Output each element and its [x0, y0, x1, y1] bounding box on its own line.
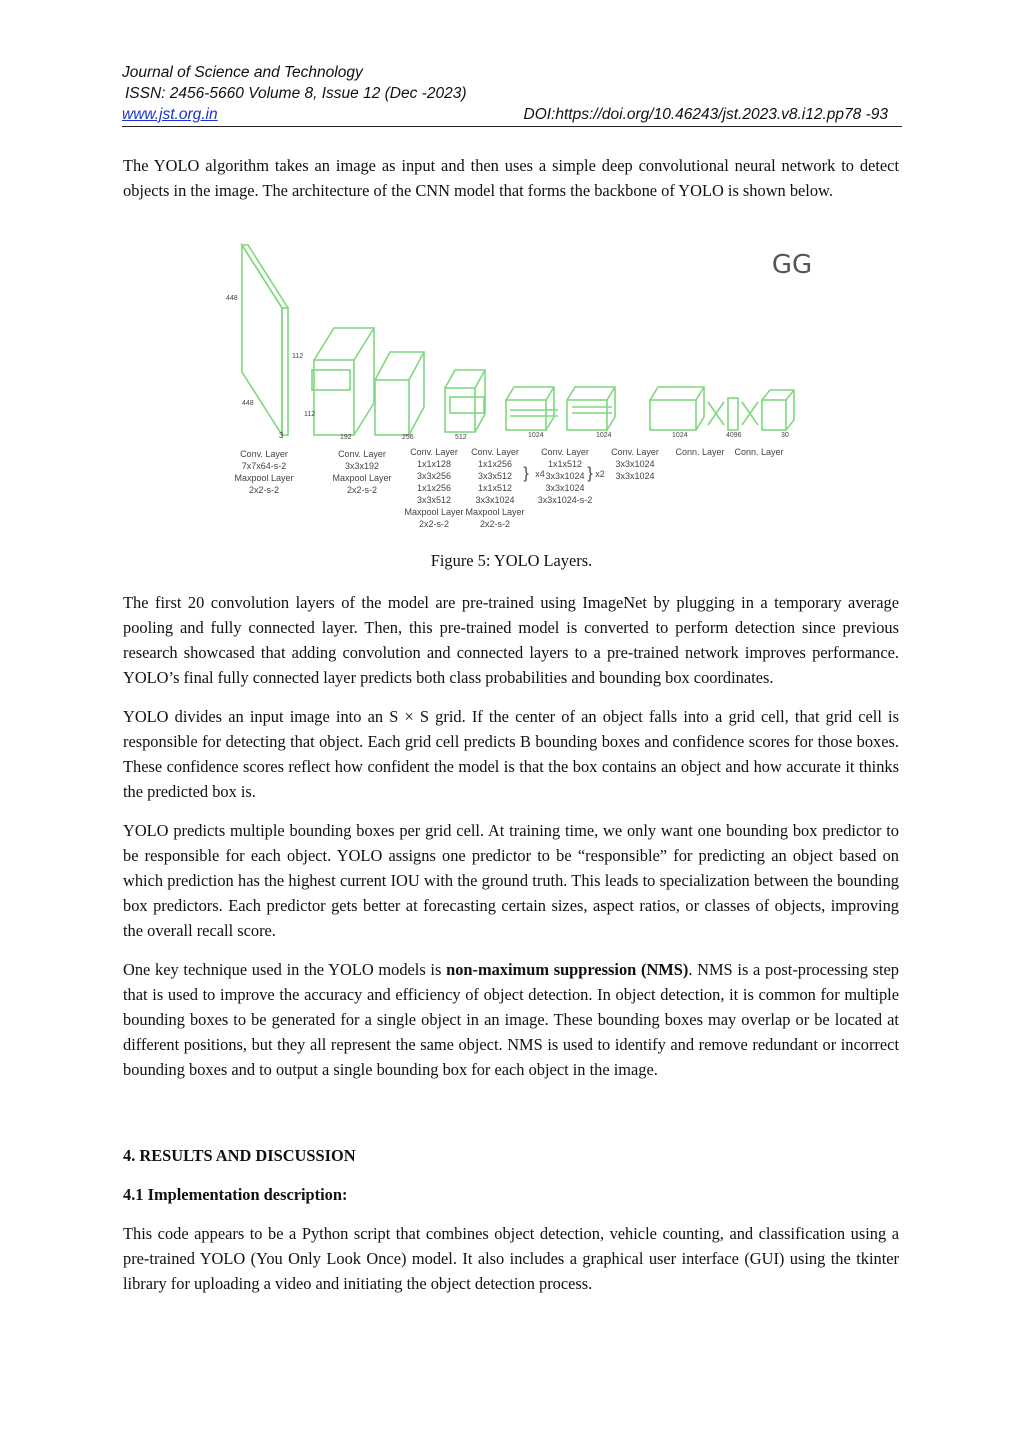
dim-b6-d: 1024: [596, 432, 612, 439]
section-heading-results: 4. RESULTS AND DISCUSSION: [123, 1146, 356, 1165]
g6-line-1: Conv. Layer: [611, 447, 659, 457]
figure-caption: Figure 5: YOLO Layers.: [430, 551, 593, 570]
block2-kernel: [312, 370, 350, 390]
g2-line-3: Maxpool Layer: [332, 473, 392, 483]
dim-b2-w: 112: [304, 411, 316, 418]
g2-line-1: Conv. Layer: [338, 449, 386, 459]
subsection-heading-implementation: 4.1 Implementation description:: [123, 1185, 348, 1204]
dim-b8-d: 4096: [726, 432, 742, 439]
g5-brace: }: [587, 465, 593, 482]
dim-b3-d: 256: [402, 434, 414, 441]
main-paragraphs: [123, 590, 899, 1082]
yolo-architecture-diagram: [212, 240, 818, 540]
paragraph-grid: YOLO divides an input image into an S × S grid. If the center of an object falls into a grid cell, that grid cell is responsible for detecting that object. Each grid cell predicts B bounding boxes and confidence scores for those boxes. These confidence scores reflect how confident the model is that the box contains an object and how accurate it thinks the predicted box is.: [123, 707, 899, 801]
dim-b2-d: 192: [340, 434, 352, 441]
g7-label: Conn. Layer: [675, 447, 725, 457]
g4-line-2: 1x1x256: [477, 459, 513, 469]
gfg-logo: GG: [771, 250, 813, 280]
g5-multiplier: x2: [595, 469, 605, 479]
g3-line-3: 3x3x256: [416, 471, 452, 481]
yolo-architecture-figure: [212, 240, 818, 540]
g6-line-2: 3x3x1024: [615, 459, 655, 469]
block9-front: [762, 400, 786, 430]
g3-line-2: 1x1x128: [416, 459, 452, 469]
g3-line-5: 3x3x512: [416, 495, 452, 505]
g4-line-3: 3x3x512: [477, 471, 513, 481]
g2-line-4: 2x2-s-2: [346, 485, 378, 495]
block7-front: [650, 400, 696, 430]
g4-line-5: 3x3x1024: [475, 495, 515, 505]
g4-multiplier: x4: [535, 469, 545, 479]
block2-front: [314, 360, 354, 435]
paragraph-predictors: YOLO predicts multiple bounding boxes per grid cell. At training time, we only want one bounding box predictor to be responsible for each object. YOLO assigns one predictor to be “responsible” for predicting an object based on which prediction has the highest current IOU with the ground truth. This leads to specialization between the bounding box predictors. Each predictor gets better at forecasting certain sizes, aspect ratios, or classes of objects, improving the overall recall score.: [123, 821, 899, 940]
nms-text-before: One key technique used in the YOLO models is: [123, 960, 447, 979]
doi-text: DOI:https://doi.org/10.46243/jst.2023.v8.i12.pp78 -93: [523, 106, 888, 123]
paragraph-pretraining: The first 20 convolution layers of the model are pre-trained using ImageNet by plugging in a temporary average pooling and fully connected layer. Then, this pre-trained model is converted to perform detection since previous research showcased that adding convolution and connected layers to a pre-trained network improves performance. YOLO’s final fully connected layer predicts both class probabilities and bounding box coordinates.: [123, 593, 899, 687]
g6-line-3: 3x3x1024: [615, 471, 655, 481]
g4-line-7: 2x2-s-2: [479, 519, 511, 529]
g3-line-7: 2x2-s-2: [418, 519, 450, 529]
g8-label: Conn. Layer: [734, 447, 784, 457]
block8-fc: [728, 398, 738, 430]
g1-line-3: Maxpool Layer: [234, 473, 294, 483]
journal-header: [122, 62, 902, 127]
g5-line-5: 3x3x1024-s-2: [537, 495, 593, 505]
g1-line-1: Conv. Layer: [240, 449, 288, 459]
dim-b7-d: 1024: [672, 432, 688, 439]
layer-labels: [234, 447, 783, 529]
journal-issn: ISSN: 2456-5660 Volume 8, Issue 12 (Dec -2023): [125, 85, 467, 102]
dim-b9-d: 30: [781, 432, 789, 439]
dim-b5-d: 1024: [528, 432, 544, 439]
dimension-labels: [226, 295, 789, 441]
block5-front: [506, 400, 546, 430]
g2-line-2: 3x3x192: [344, 461, 380, 471]
g3-line-1: Conv. Layer: [410, 447, 458, 457]
g4-brace: }: [523, 465, 529, 482]
g5-line-3: 3x3x1024: [545, 471, 585, 481]
nms-text-after: . NMS is a post-processing step that is used to improve the accuracy and efficiency of object detection. In object detection, it is common for multiple bounding boxes to be generated for a single object in an image. These bounding boxes may overlap or be located at different positions, but they all represent the same object. NMS is used to identify and remove redundant or incorrect bounding boxes and to output a single bounding box for each object in the image.: [123, 960, 899, 1079]
g3-line-6: Maxpool Layer: [404, 507, 464, 517]
g4-line-6: Maxpool Layer: [465, 507, 525, 517]
journal-title: Journal of Science and Technology: [122, 64, 363, 81]
header-link-row: [122, 104, 902, 127]
g4-line-1: Conv. Layer: [471, 447, 519, 457]
dim-input-w: 448: [242, 400, 254, 407]
dim-input-d: 3: [279, 431, 284, 440]
g5-line-4: 3x3x1024: [545, 483, 585, 493]
journal-website-link[interactable]: www.jst.org.in: [122, 106, 218, 123]
dim-b4-d: 512: [455, 434, 467, 441]
block2-depth: [314, 328, 374, 435]
dim-b2-h: 112: [292, 353, 304, 360]
intro-paragraph-block: [123, 153, 899, 203]
g1-line-2: 7x7x64-s-2: [241, 461, 287, 471]
g4-line-4: 1x1x512: [477, 483, 513, 493]
nms-term: non-maximum suppression (NMS): [446, 960, 689, 979]
implementation-paragraph-block: [123, 1221, 899, 1296]
block6-front: [567, 400, 607, 430]
block3-front: [375, 380, 409, 435]
paragraph-implementation: This code appears to be a Python script that combines object detection, vehicle counting, and classification using a pre-trained YOLO (You Only Look Once) model. It also includes a graphical user interface (GUI) using the tkinter library for uploading a video and initiating the object detection process.: [123, 1224, 899, 1293]
g1-line-4: 2x2-s-2: [248, 485, 280, 495]
paragraph-intro: The YOLO algorithm takes an image as input and then uses a simple deep convolutional neural network to detect objects in the image. The architecture of the CNN model that forms the backbone of YOLO is shown below.: [123, 156, 899, 200]
input-block-side: [282, 308, 288, 435]
paragraph-nms: [123, 957, 899, 1082]
g5-line-2: 1x1x512: [547, 459, 583, 469]
dim-input-h: 448: [226, 295, 238, 302]
g3-line-4: 1x1x256: [416, 483, 452, 493]
g5-line-1: Conv. Layer: [541, 447, 589, 457]
